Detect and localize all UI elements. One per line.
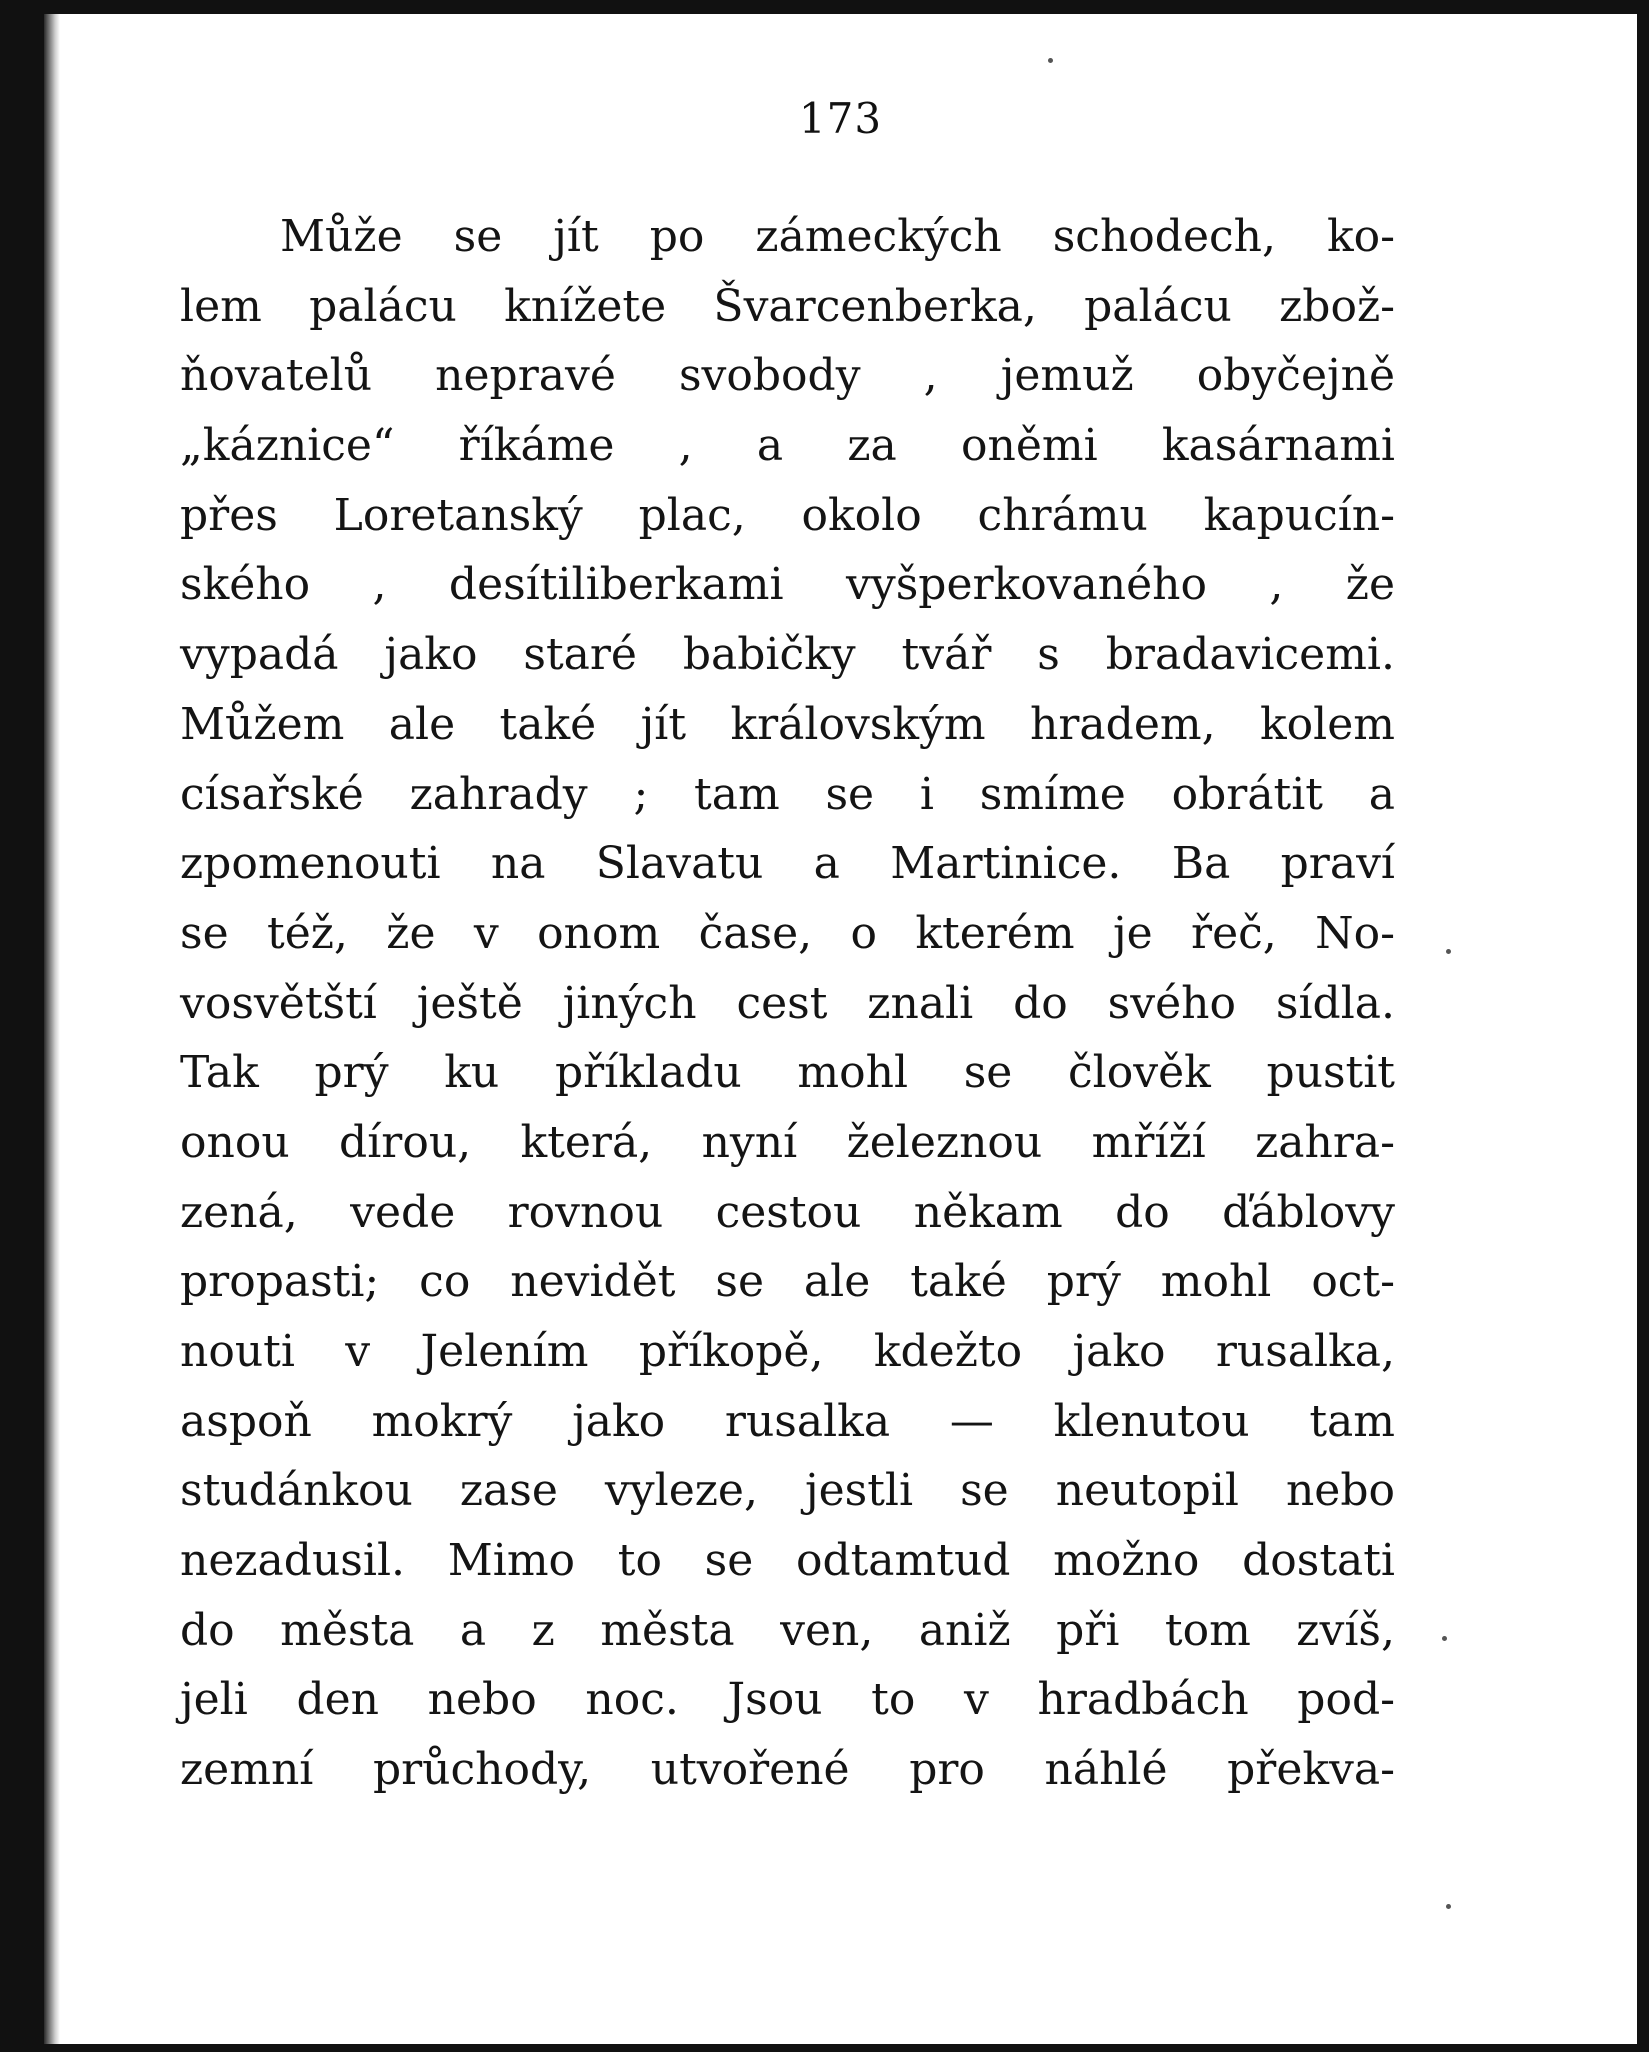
scan-speck [1446,1904,1451,1909]
page-number: 173 [798,94,883,143]
text-line: aspoň mokrý jako rusalka — klenutou tam [180,1395,1395,1447]
text-line: onou dírou, která, nyní železnou mříží zahra- [180,1116,1395,1168]
body-text [180,202,1395,1805]
scan-speck [1048,58,1053,63]
scan-speck [1446,949,1451,954]
text-line: lem palácu knížete Švarcenberka, palácu zbož- [180,280,1395,332]
scan-speck [1442,1636,1447,1641]
text-line: nezadusil. Mimo to se odtamtud možno dostati [180,1535,1395,1587]
text-line: jeli den nebo noc. Jsou to v hradbách pod- [180,1674,1395,1726]
text-line: nouti v Jelením příkopě, kdežto jako rusalka, [180,1326,1395,1377]
text-line: ského , desítiliberkami vyšperkovaného , že [180,559,1395,611]
text-line: Může se jít po zámeckých schodech, ko- [280,211,1395,262]
text-line: zemní průchody, utvořené pro náhlé překva- [180,1744,1395,1796]
text-line: Tak prý ku příkladu mohl se člověk pustit [180,1047,1395,1099]
text-line: „káznice“ říkáme , a za oněmi kasárnami [180,420,1395,472]
text-line: studánkou zase vyleze, jestli se neutopil nebo [180,1465,1395,1517]
text-line: vosvětští ještě jiných cest znali do svého sídla. [180,977,1395,1029]
page-spine-shadow [44,14,60,2044]
text-line: propasti; co nevidět se ale také prý mohl oct- [180,1256,1395,1308]
text-line: ňovatelů nepravé svobody , jemuž obyčejně [180,350,1395,402]
text-line: se též, že v onom čase, o kterém je řeč, No- [180,907,1395,959]
text-line: vypadá jako staré babičky tvář s bradavicemi. [180,629,1395,681]
text-line: zpomenouti na Slavatu a Martinice. Ba praví [180,838,1395,890]
text-line: přes Loretanský plac, okolo chrámu kapucín- [180,489,1395,541]
text-line: císařské zahrady ; tam se i smíme obrátit a [180,768,1395,820]
text-line: do města a z města ven, aniž při tom zvíš, [180,1604,1395,1656]
text-line: Můžem ale také jít královským hradem, kolem [180,698,1395,750]
book-page [44,14,1637,2044]
text-line: zená, vede rovnou cestou někam do ďáblovy [180,1186,1395,1238]
